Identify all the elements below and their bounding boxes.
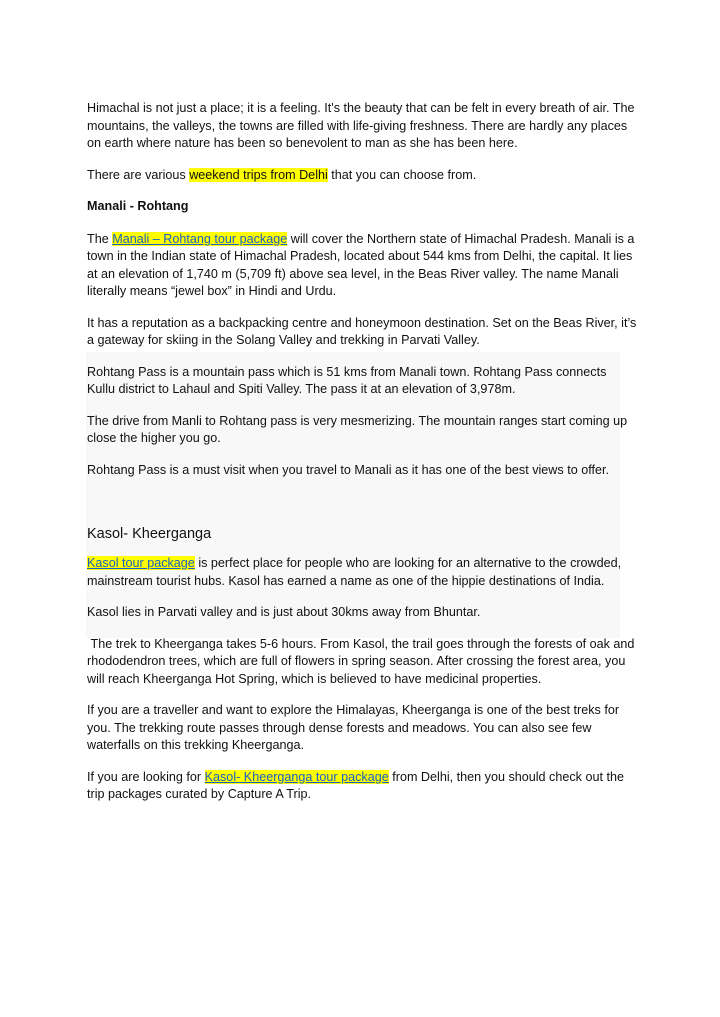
kasol-paragraph-1 <box>87 555 637 590</box>
kasol-text-after: is perfect place for people who are looking for an alternative to the crowded, mainstream tourist hubs. Kasol has earned a name as one of the hippie destinations of India. <box>87 556 622 588</box>
manali-paragraph-3: Rohtang Pass is a mountain pass which is 51 kms from Manali town. Rohtang Pass connects Kullu district to Lahaul and Spiti Valley. The pass it at an elevation of 3,978m. <box>87 364 607 396</box>
manali-paragraph-4: The drive from Manli to Rohtang pass is very mesmerizing. The mountain ranges start coming up close the higher you go. <box>87 413 628 445</box>
weekend-text-after: that you can choose from. <box>327 167 477 182</box>
document-body <box>87 100 637 804</box>
kasol-kheerganga-text-after: from Delhi, then you should check out the trip packages curated by Capture A Trip. <box>87 769 624 801</box>
weekend-paragraph <box>87 167 637 185</box>
kasol-paragraph-4: If you are a traveller and want to explore the Himalayas, Kheerganga is one of the best treks for you. The trekking route passes through dense forests and meadows. You can also see few waterfalls on this trekking Kheerganga. <box>87 703 620 752</box>
kasol-paragraph-2: Kasol lies in Parvati valley and is just about 30kms away from Bhuntar. <box>87 605 481 619</box>
manali-heading: Manali - Rohtang <box>87 199 189 213</box>
manali-paragraph-5: Rohtang Pass is a must visit when you travel to Manali as it has one of the best views to offer. <box>87 462 609 477</box>
kasol-paragraph-3: The trek to Kheerganga takes 5-6 hours. From Kasol, the trail goes through the forests of oak and rhododendron trees, which are full of flowers in spring season. After crossing the forest area, you will reach Kheerganga Hot Spring, which is believed to have medicinal properties. <box>87 636 638 686</box>
kasol-kheerganga-tour-link[interactable]: Kasol- Kheerganga tour package <box>204 769 389 784</box>
kasol-heading: Kasol- Kheerganga <box>87 526 212 542</box>
kasol-tour-link[interactable]: Kasol tour package <box>87 556 195 570</box>
kasol-kheerganga-text-before: If you are looking for <box>87 769 205 784</box>
manali-paragraph-1 <box>87 231 637 301</box>
manali-text-before: The <box>87 231 113 246</box>
manali-rohtang-tour-link[interactable]: Manali – Rohtang tour package <box>112 231 288 246</box>
weekend-trips-link[interactable]: weekend trips from Delhi <box>189 167 328 182</box>
manali-paragraph-2: It has a reputation as a backpacking centre and honeymoon destination. Set on the Beas River, it’s a gateway for skiing in the Solang Valley and trekking in Parvati Valley. <box>87 315 637 347</box>
intro-paragraph: Himachal is not just a place; it is a feeling. It's the beauty that can be felt in every breath of air. The mountains, the valleys, the towns are filled with life-giving freshness. There are hardly any places on earth where nature has been so benevolent to man as she has been here. <box>87 101 635 150</box>
weekend-text-before: There are various <box>87 167 190 182</box>
kasol-paragraph-5 <box>87 769 637 804</box>
manali-text-after: will cover the Northern state of Himachal Pradesh. Manali is a town in the Indian state of Himachal Pradesh, located about 544 kms from Delhi, the capital. It lies at an elevation of 1,740 m (5,709 ft) above sea level, in the Beas River valley. The name Manali literally means “jewel box” in Hindi and Urdu. <box>87 231 635 298</box>
